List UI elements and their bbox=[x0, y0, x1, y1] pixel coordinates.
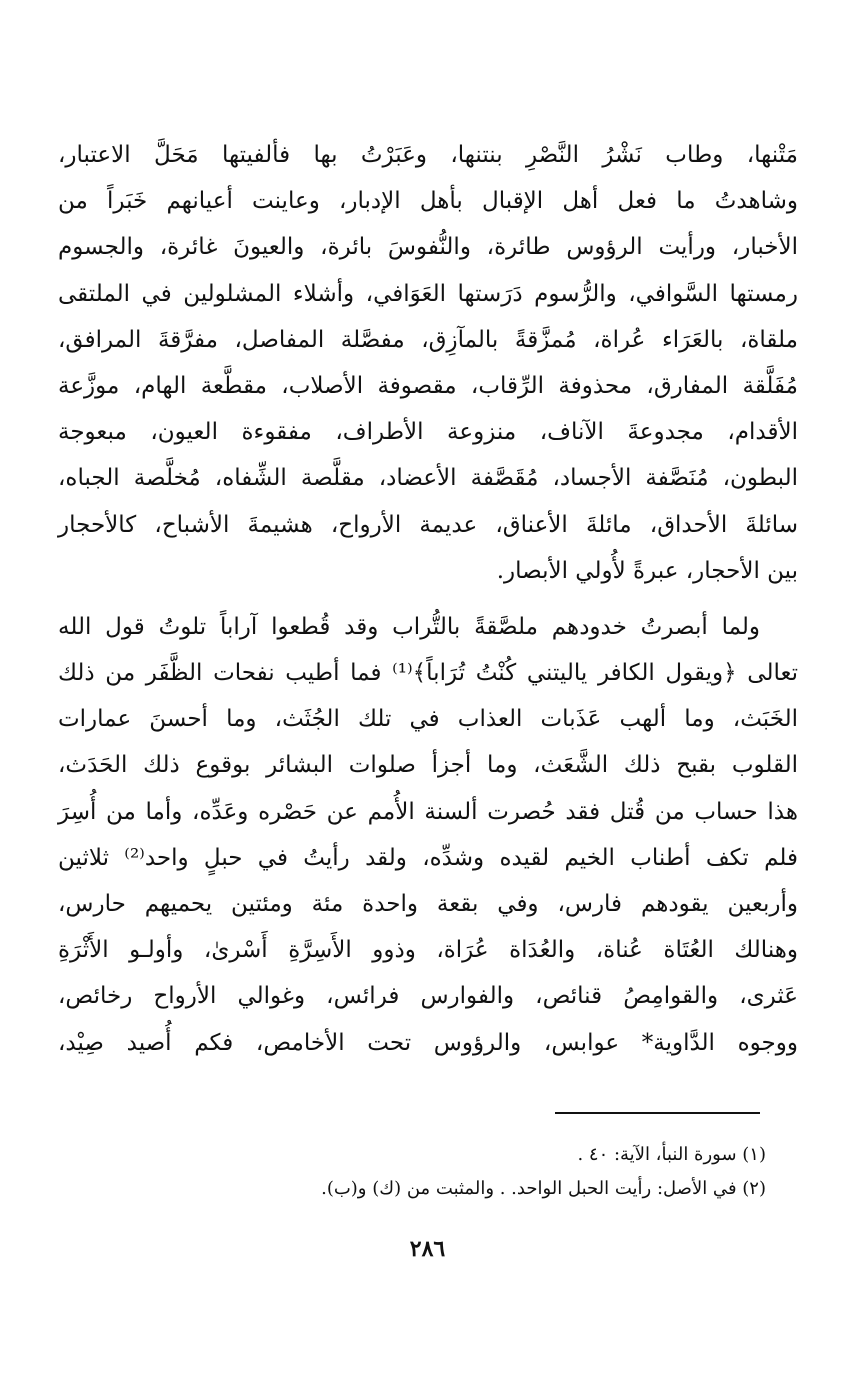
paragraph-1 bbox=[58, 132, 798, 594]
footnote-2: (٢) في الأصل: رأيت الحبل الواحد. . والمثبت من (ك) و(ب). bbox=[321, 1178, 766, 1199]
text-line: وأربعين يقودهم فارس، وفي بقعة واحدة مئة ومئتين يحميهم حارس، bbox=[58, 891, 798, 917]
text-line: مُفَلَّقة المفارق، محذوفة الرِّقاب، مقصوفة الأصلاب، مقطَّعة الهام، موزَّعة bbox=[58, 372, 798, 399]
text-line: رمستها السَّوافي، والرُّسوم دَرَستها العَوَافي، وأشلاء المشلولين في الملتقى bbox=[58, 280, 798, 307]
text-line: ولما أبصرتُ خدودهم ملصَّقةً بالتُّراب وقد قُطعوا آراباً تلوتُ قول الله bbox=[58, 613, 760, 640]
text-line: الأخبار، ورأيت الرؤوس طائرة، والنُّفوسَ بائرة، والعيونَ غائرة، والجسوم bbox=[58, 234, 798, 261]
text-line: القلوب بقبح ذلك الشَّعَث، وما أجزأ صلوات البشائر بوقوع ذلك الحَدَث، bbox=[58, 752, 798, 779]
page-body bbox=[58, 132, 798, 1066]
text-line: عَثرى، والقوامِصُ قنائص، والفوارس فرائس، وغوالي الأرواح رخائص، bbox=[58, 983, 798, 1010]
page-number: ٢٨٦ bbox=[409, 1236, 446, 1262]
footnotes bbox=[58, 1138, 766, 1206]
text-line: البطون، مُنَصَّفة الأجساد، مُقَصَّفة الأعضاد، مقلَّصة الشِّفاه، مُخلَّصة الجباه، bbox=[58, 465, 798, 492]
text-line: ملقاة، بالعَرَاء عُراة، مُمزَّقةً بالمآزِق، مفصَّلة المفاصل، مفرَّقةَ المرافق، bbox=[58, 326, 798, 353]
text-line: بين الأحجار، عبرةً لأُولي الأبصار. bbox=[496, 557, 798, 584]
text-line: سائلةَ الأحداق، مائلةَ الأعناق، عديمة الأرواح، هشيمةَ الأشباح، كالأحجار bbox=[58, 511, 798, 538]
text-line: مَتْنها، وطاب نَشْرُ النَّصْرِ بنتنها، وعَبَرْتُ بها فألفيتها مَحَلَّ الاعتبار، bbox=[58, 142, 798, 168]
text-line: الأقدام، مجدوعةَ الآناف، منزوعة الأطراف، مفقوءة العيون، مبعوجة bbox=[58, 419, 798, 446]
paragraph-2 bbox=[58, 604, 798, 1066]
footnote-1: (١) سورة النبأ، الآية: ٤٠ . bbox=[577, 1144, 766, 1165]
text-line: وشاهدتُ ما فعل أهل الإقبال بأهل الإدبار، وعاينت أعيانهم خَبَراً من bbox=[58, 188, 798, 215]
text-line: هذا حساب من قُتل فقد حُصرت ألسنة الأُمم عن حَصْره وعَدِّه، وأما من أُسِرَ bbox=[58, 798, 798, 825]
text-line: وهنالك العُتَاة عُناة، والعُدَاة عُرَاة، وذوو الأَسِرَّةِ أَسْرىٰ، وأولـو الأَثْرَةِ bbox=[58, 937, 798, 964]
footnote-divider bbox=[555, 1112, 760, 1114]
text-line: ووجوه الدَّاوية* عوابس، والرؤوس تحت الأخامص، فكم أُصيد صِيْد، bbox=[58, 1029, 798, 1056]
text-line: تعالى ﴿ويقول الكافر ياليتني كُنْتُ تُرَاباً﴾⁽¹⁾ فما أطيب نفحات الظَّفَر من ذلك bbox=[58, 660, 798, 687]
text-line: الخَبَث، وما ألهب عَذَبات العذاب في تلك الجُثَث، وما أحسنَ عمارات bbox=[58, 706, 798, 733]
text-line: فلم تكف أطناب الخيم لقيده وشدِّه، ولقد رأيتُ في حبلٍ واحد⁽²⁾ ثلاثين bbox=[58, 844, 798, 871]
